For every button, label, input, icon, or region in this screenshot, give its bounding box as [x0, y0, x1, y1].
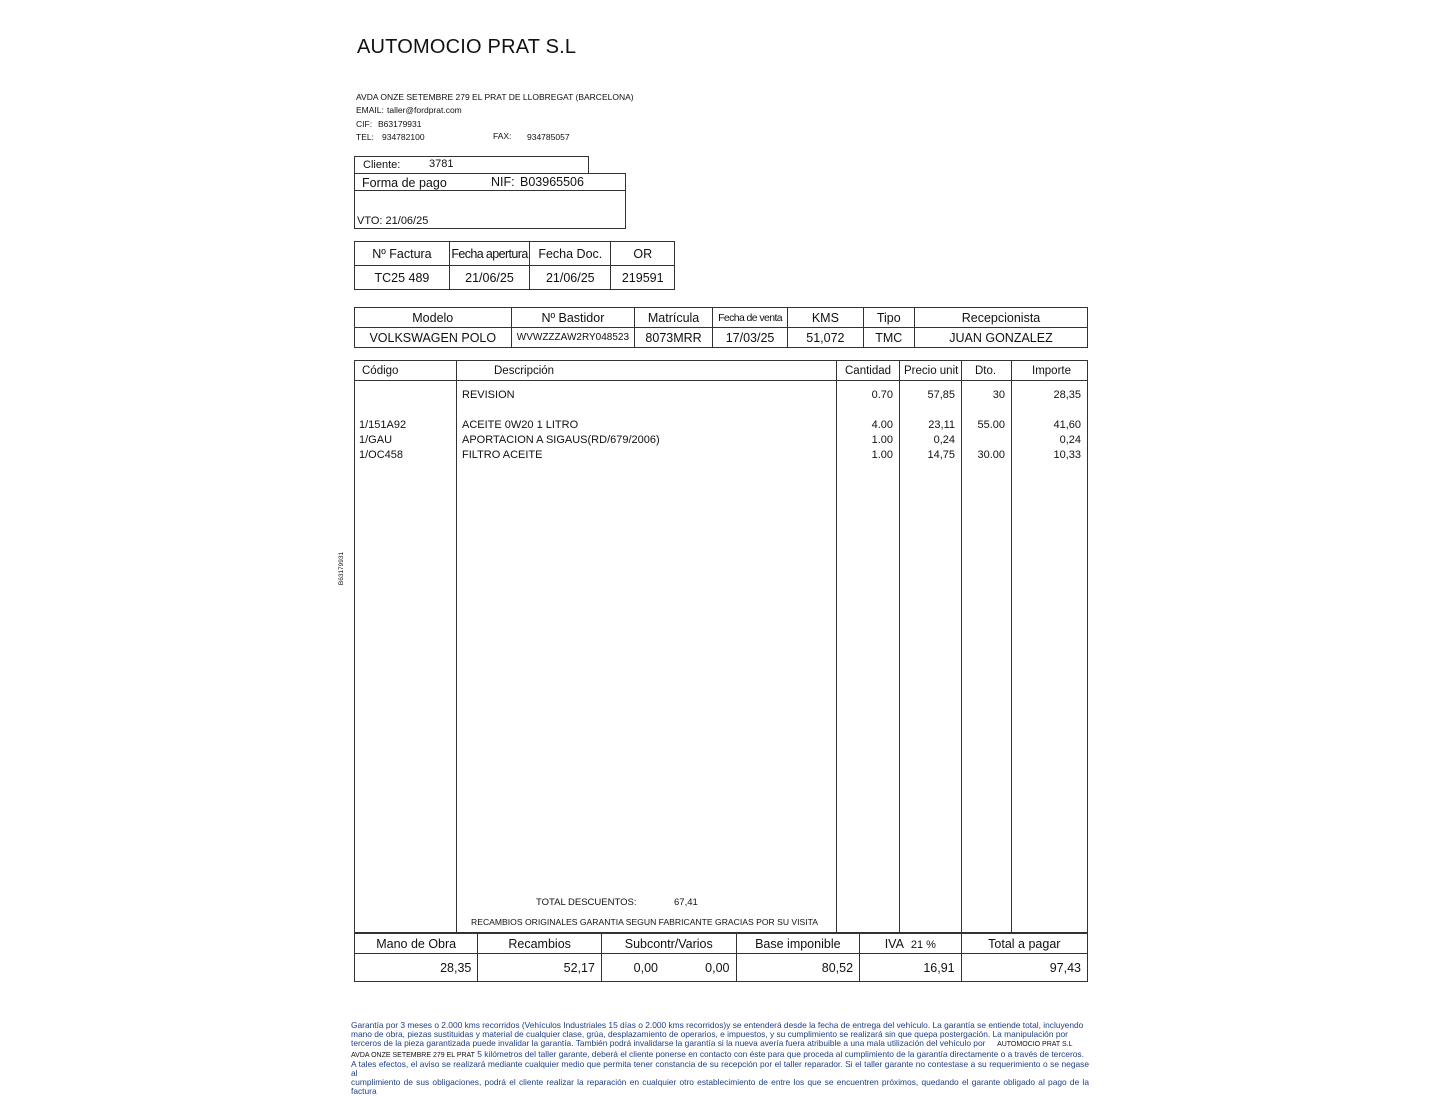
total-label: Total a pagar	[961, 934, 1087, 954]
cliente-value: 3781	[429, 158, 454, 170]
invoice-number: TC25 489	[355, 266, 450, 290]
vehicle-plate: 8073MRR	[635, 328, 713, 348]
item-quantity: 1.00	[871, 434, 893, 446]
item-discount: 55.00	[977, 419, 1005, 431]
vehicle-kms: 51,072	[788, 328, 863, 348]
total-discounts-value: 67,41	[674, 897, 698, 908]
dto-header: Dto.	[975, 365, 997, 377]
vehicle-header: Fecha de venta	[712, 308, 787, 328]
email-label: EMAIL:	[356, 105, 384, 115]
item-quantity: 0.70	[871, 389, 893, 401]
column-divider	[1011, 361, 1012, 932]
footer-line: 5 kilómetros del taller garante, deberá el cliente ponerse en contacto con éste para que proceda al cumplimiento de la garantía directamente o a través de terceros.	[477, 1048, 1084, 1059]
column-divider	[961, 361, 962, 932]
cantidad-header: Cantidad	[845, 365, 892, 377]
invoice-header: Fecha Doc.	[530, 242, 611, 266]
base-value: 80,52	[736, 954, 859, 982]
payment-divider	[354, 190, 626, 191]
recambios-value: 52,17	[478, 954, 602, 982]
side-code: B63179931	[338, 551, 346, 586]
vehicle-header: Tipo	[863, 308, 914, 328]
item-discount: 30	[992, 389, 1005, 401]
item-price: 0,24	[933, 434, 955, 446]
vehicle-header: KMS	[788, 308, 863, 328]
footer-company: AUTOMOCIO PRAT S.L	[997, 1041, 1073, 1049]
footer-line: terceros de la pieza garantizada puede invalidar la garantía. También podrá invalidarse la garantía si la nueva avería fuera atribuible a una mala utilización del vehículo por	[351, 1038, 986, 1049]
column-divider	[899, 361, 900, 932]
footer-line: A tales efectos, el aviso se realizará mediante cualquier medio que permita tener constancia de su recepción por el taller reparador. Si el taller garante no contestase a su requerimiento o se negase al	[351, 1058, 1089, 1079]
vto-date: VTO: 21/06/25	[357, 215, 429, 227]
cliente-label: Cliente:	[363, 159, 401, 171]
item-description: ACEITE 0W20 1 LITRO	[462, 419, 579, 431]
invoice-table	[354, 241, 675, 290]
company-name: AUTOMOCIO PRAT S.L	[357, 36, 577, 58]
base-label: Base imponible	[736, 934, 859, 954]
invoice-header: Nº Factura	[355, 242, 450, 266]
tel-value: 934782100	[382, 132, 425, 142]
vehicle-header: Modelo	[355, 308, 512, 328]
precio-header: Precio unit	[904, 365, 959, 377]
item-discount: 30.00	[977, 449, 1005, 461]
iva-percent: 21 %	[910, 938, 936, 951]
varios-value: 0,00	[705, 960, 730, 975]
iva-label: IVA	[884, 936, 904, 951]
tel-label: TEL:	[356, 132, 374, 142]
warranty-footer	[351, 1021, 1089, 1097]
column-divider	[836, 361, 837, 932]
item-description: FILTRO ACEITE	[462, 449, 543, 461]
vehicle-vin: WVWZZZAW2RY048523	[511, 328, 635, 348]
client-box	[354, 156, 589, 174]
cif-value: B63179931	[378, 119, 422, 129]
subcontr-value: 0,00	[633, 960, 658, 975]
invoice-header: Fecha apertura	[449, 242, 529, 266]
item-code: 1/OC458	[359, 449, 404, 461]
company-address: AVDA ONZE SETEMBRE 279 EL PRAT DE LLOBREGAT (BARCELONA)	[356, 92, 634, 102]
payment-box	[354, 173, 626, 229]
vehicle-type: TMC	[863, 328, 914, 348]
email-value: taller@fordprat.com	[387, 105, 462, 115]
fax-value: 934785057	[527, 132, 570, 142]
vehicle-header: Nº Bastidor	[511, 308, 635, 328]
totals-table	[354, 933, 1088, 982]
item-code: 1/151A92	[359, 419, 407, 431]
or-number: 219591	[611, 266, 675, 290]
codigo-header: Código	[362, 365, 399, 377]
item-quantity: 1.00	[871, 449, 893, 461]
item-amount: 10,33	[1053, 449, 1081, 461]
footer-line: cumplimiento de sus obligaciones, podrá el cliente realizar la reparación en cualquier otro establecimiento de entre los que se encuentren próximos, quedando el garante obligado al pago de la factura	[351, 1077, 1089, 1097]
column-divider	[456, 361, 457, 932]
descripcion-header: Descripción	[494, 365, 555, 377]
importe-header: Importe	[1032, 365, 1071, 377]
item-price: 14,75	[927, 449, 955, 461]
footer-line: mano de obra, piezas sustituidas y material de cualquier clase, grúa, desplazamiento de operarios, e impuestos, y su cumplimiento se realizará sin que quepa postergación. La manipulación por	[351, 1029, 1068, 1040]
fax-label: FAX:	[493, 131, 512, 141]
nif-value: B03965506	[520, 175, 584, 189]
vehicle-sale-date: 17/03/25	[712, 328, 787, 348]
footer-line: Garantía por 3 meses o 2.000 kms recorridos (Vehículos Industriales 15 días o 2.000 kms recorridos)y se entenderá desde la fecha de entrega del vehículo. La garantía se entiende total, incluyendo	[351, 1020, 1084, 1030]
vehicle-header: Matrícula	[635, 308, 713, 328]
vehicle-table	[354, 307, 1088, 348]
footer-address: AVDA ONZE SETEMBRE 279 EL PRAT	[351, 1051, 475, 1059]
line-items-box	[354, 360, 1088, 933]
nif-label: NIF:	[491, 175, 515, 189]
mano-obra-value: 28,35	[355, 954, 478, 982]
total-discounts-label: TOTAL DESCUENTOS:	[536, 897, 637, 908]
header-divider	[355, 380, 1087, 381]
mano-obra-label: Mano de Obra	[355, 934, 478, 954]
item-price: 23,11	[928, 419, 955, 431]
item-amount: 0,24	[1059, 434, 1081, 446]
item-description: REVISION	[462, 389, 515, 401]
line-items-note: RECAMBIOS ORIGINALES GARANTIA SEGUN FABRICANTE GRACIAS POR SU VISITA	[471, 917, 819, 927]
document-date: 21/06/25	[530, 266, 611, 290]
item-code: 1/GAU	[359, 434, 393, 446]
vehicle-header: Recepcionista	[914, 308, 1087, 328]
vehicle-model: VOLKSWAGEN POLO	[355, 328, 512, 348]
item-amount: 28,35	[1053, 389, 1081, 401]
item-amount: 41,60	[1053, 419, 1081, 431]
iva-header	[860, 934, 962, 954]
item-quantity: 4.00	[871, 419, 893, 431]
iva-value: 16,91	[860, 954, 962, 982]
vehicle-receptionist: JUAN GONZALEZ	[914, 328, 1087, 348]
invoice-header: OR	[611, 242, 675, 266]
item-description: APORTACION A SIGAUS(RD/679/2006)	[462, 434, 660, 446]
cif-label: CIF:	[356, 119, 373, 129]
subcontr-label: Subcontr/Varios	[601, 934, 736, 954]
item-price: 57,85	[927, 389, 955, 401]
opening-date: 21/06/25	[449, 266, 529, 290]
subcontr-values	[601, 954, 736, 982]
total-value: 97,43	[961, 954, 1087, 982]
forma-pago-label: Forma de pago	[362, 176, 447, 190]
recambios-label: Recambios	[478, 934, 602, 954]
